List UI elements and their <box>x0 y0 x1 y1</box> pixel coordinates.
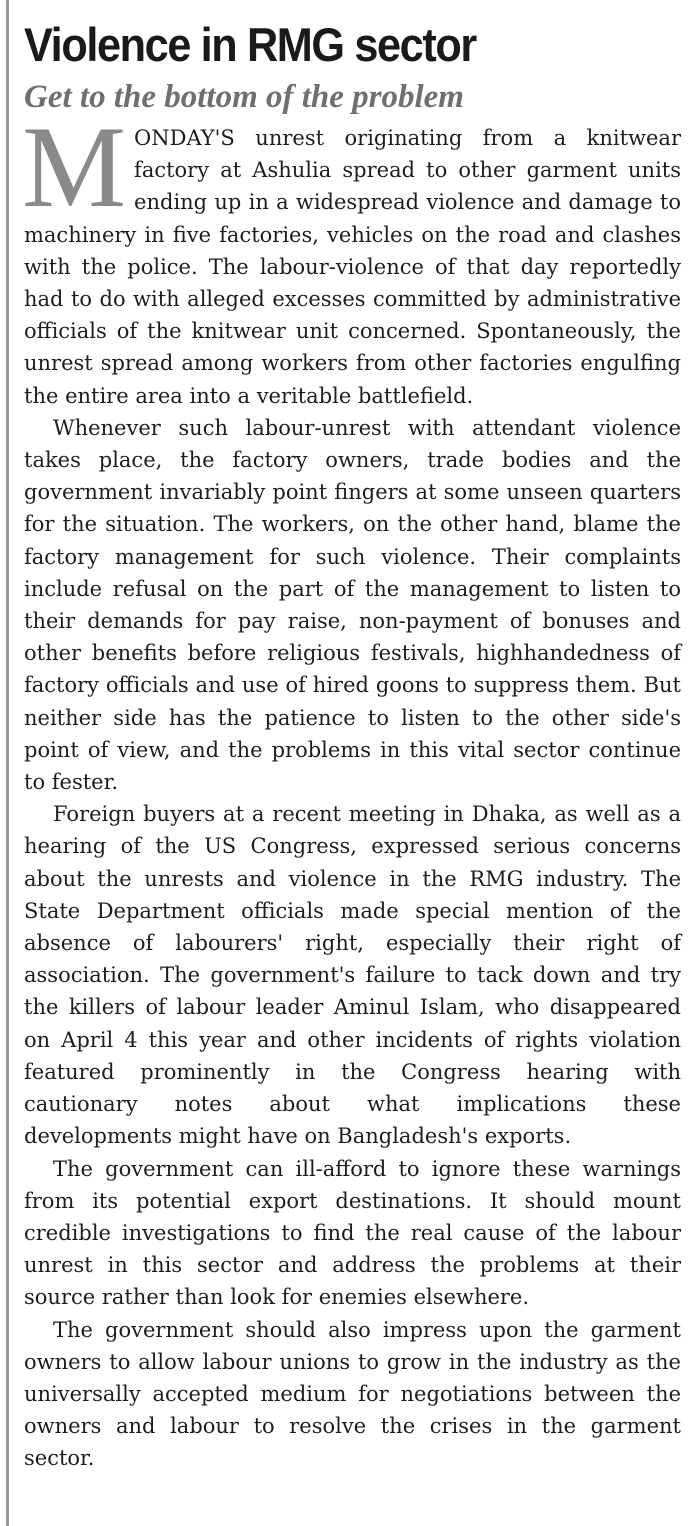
paragraph-5: The government should also impress upon the garment owners to allow labour unions to grow in the industry as the universally accepted medium for negotiations between the owners and labour to resolve the crises in the garment sector. <box>24 1317 681 1471</box>
drop-cap: M <box>22 103 127 232</box>
paragraph-1 <box>22 103 681 412</box>
subheadline: Get to the bottom of the problem <box>24 79 464 115</box>
column-divider <box>6 0 9 1526</box>
paragraph-1-text: ONDAY'S unrest originating from a knitwear factory at Ashulia spread to other garment units ending up in a widespread violence and damage to machinery in five factories, vehicles on the road and clashes with the police. The labour-violence of that day reportedly had to do with alleged excesses committed by administrative officials of the knitwear unit concerned. Spontaneously, the unrest spread among workers from other factories engulfing the entire area into a veritable battlefield. <box>24 126 681 408</box>
article-body <box>22 103 681 1475</box>
paragraph-4: The government can ill-afford to ignore these warnings from its potential export destinations. It should mount credible investigations to find the real cause of the labour unrest in this sector and address the problems at their source rather than look for enemies elsewhere. <box>24 1156 681 1310</box>
paragraph-2: Whenever such labour-unrest with attendant violence takes place, the factory owners, trade bodies and the government invariably point fingers at some unseen quarters for the situation. The workers, on the other hand, blame the factory management for such violence. Their complaints include refusal on the part of the management to listen to their demands for pay raise, non-payment of bonuses and other benefits before religious festivals, highhandedness of factory officials and use of hired goons to suppress them. But neither side has the patience to listen to the other side's point of view, and the problems in this vital sector continue to fester. <box>24 415 681 795</box>
editorial-article <box>24 14 681 1475</box>
headline: Violence in RMG sector <box>24 18 476 71</box>
paragraph-3: Foreign buyers at a recent meeting in Dhaka, as well as a hearing of the US Congress, expressed serious concerns about the unrests and violence in the RMG industry. The State Department officials made special mention of the absence of labourers' right, especially their right of association. The government's failure to tack down and try the killers of labour leader Aminul Islam, who disappeared on April 4 this year and other incidents of rights violation featured prominently in the Congress hearing with cautionary notes about what implications these developments might have on Bangladesh's exports. <box>24 802 681 1149</box>
